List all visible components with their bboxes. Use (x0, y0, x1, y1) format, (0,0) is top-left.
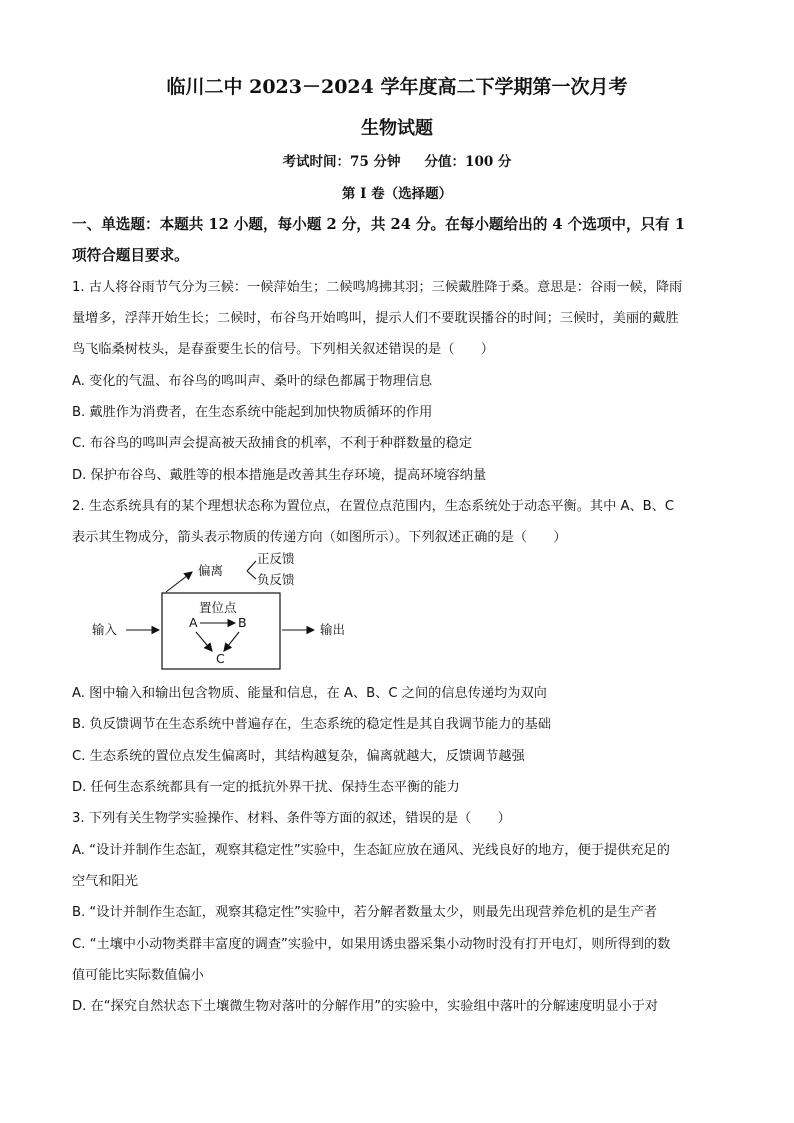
deviation-label: 偏离 (198, 563, 224, 578)
node-b-label: B (238, 615, 247, 630)
q1-option-b: B. 戴胜作为消费者，在生态系统中能起到加快物质循环的作用 (72, 405, 433, 420)
subject-title: 生物试题 (361, 118, 433, 139)
q1-option-c: C. 布谷鸟的鸣叫声会提高被天敌捕食的机率，不利于种群数量的稳定 (72, 436, 473, 451)
exam-title: 临川二中 2023－2024 学年度高二下学期第一次月考 (166, 76, 628, 98)
q3-option-c-cont: 值可能比实际数值偏小 (72, 968, 204, 983)
q1-stem-line: 鸟飞临桑树枝头，是春蚕要生长的信号。下列相关叙述错误的是（ ） (72, 342, 494, 357)
b-to-c-arrow (224, 632, 239, 651)
node-c-label: C (216, 651, 225, 666)
q3-option-c: C. “土壤中小动物类群丰富度的调查”实验中，如果用诱虫器采集小动物时没有打开电灯，则所得到的数 (72, 937, 671, 952)
q3-stem: 3. 下列有关生物学实验操作、材料、条件等方面的叙述，错误的是（ ） (72, 811, 511, 826)
q2-option-c: C. 生态系统的置位点发生偏离时，其结构越复杂，偏离就越大，反馈调节越强 (72, 749, 525, 764)
input-label: 输入 (92, 622, 118, 637)
q1-stem-line: 1. 古人将谷雨节气分为三候：一候萍始生；二候鸣鸠拂其羽；三候戴胜降于桑。意思是：谷雨一候，降雨 (72, 280, 683, 295)
q2-option-a: A. 图中输入和输出包含物质、能量和信息，在 A、B、C 之间的信息传递均为双向 (72, 686, 547, 701)
exam-time: 考试时间：75 分钟 (282, 154, 401, 170)
q3-option-a-cont: 空气和阳光 (72, 874, 138, 889)
section-heading-line-2: 项符合题目要求。 (72, 247, 189, 264)
q2-option-d: D. 任何生态系统都具有一定的抵抗外界干扰、保持生态平衡的能力 (72, 780, 460, 795)
q1-stem-line: 量增多，浮萍开始生长；二候时，布谷鸟开始鸣叫，提示人们不要耽误播谷的时间；三候时，美丽的戴胜 (72, 311, 679, 326)
q3-option-b: B. “设计并制作生态缸，观察其稳定性”实验中，若分解者数量太少，则最先出现营养危机的是生产者 (72, 905, 657, 920)
exam-info (0, 150, 794, 170)
q2-stem-line: 2. 生态系统具有的某个理想状态称为置位点，在置位点范围内，生态系统处于动态平衡。其中 A、B、C (72, 499, 675, 514)
section-heading-line-1: 一、单选题：本题共 12 小题，每小题 2 分，共 24 分。在每小题给出的 4 个选项中，只有 1 (72, 216, 685, 233)
volume-heading: 第 I 卷（选择题） (341, 186, 453, 202)
setpoint-diagram (88, 547, 368, 677)
feedback-brace (247, 561, 256, 579)
q3-option-d: D. 在“探究自然状态下土壤微生物对落叶的分解作用”的实验中，实验组中落叶的分解速度明显小于对 (72, 999, 659, 1014)
a-to-c-arrow (196, 632, 212, 651)
positive-feedback-label: 正反馈 (257, 551, 295, 566)
q3-option-a: A. “设计并制作生态缸，观察其稳定性”实验中，生态缸应放在通风、光线良好的地方，便于提供充足的 (72, 843, 670, 858)
setpoint-label: 置位点 (199, 600, 237, 615)
deviation-arrow (166, 572, 192, 592)
q2-option-b: B. 负反馈调节在生态系统中普遍存在，生态系统的稳定性是其自我调节能力的基础 (72, 717, 551, 732)
negative-feedback-label: 负反馈 (257, 572, 295, 587)
q1-option-d: D. 保护布谷鸟、戴胜等的根本措施是改善其生存环境，提高环境容纳量 (72, 468, 487, 483)
output-label: 输出 (320, 622, 346, 637)
node-a-label: A (189, 615, 198, 630)
exam-score: 分值：100 分 (424, 154, 512, 170)
q2-stem-line: 表示其生物成分，箭头表示物质的传递方向（如图所示）。下列叙述正确的是（ ） (72, 530, 567, 545)
q1-option-a: A. 变化的气温、布谷鸟的鸣叫声、桑叶的绿色都属于物理信息 (72, 374, 433, 389)
